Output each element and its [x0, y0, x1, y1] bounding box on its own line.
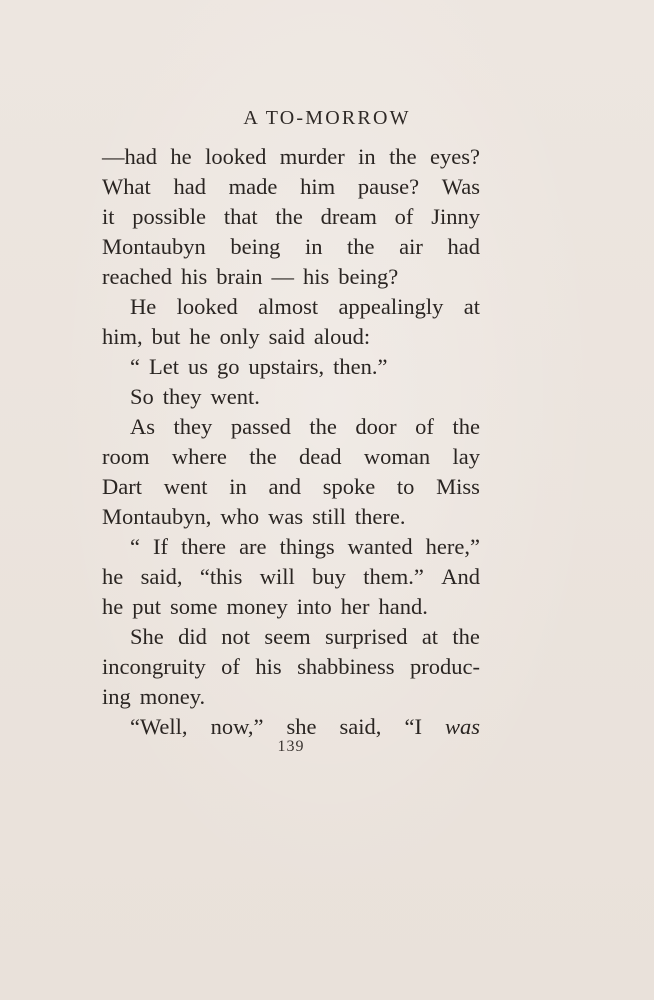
text-line — [102, 172, 480, 202]
text-word: he — [189, 324, 211, 349]
text-word: now,” — [210, 714, 264, 739]
text-word: Was — [441, 174, 480, 199]
text-word: appealingly — [338, 294, 444, 319]
text-word: are — [239, 534, 267, 559]
text-word: the — [249, 444, 277, 469]
text-word: not — [221, 624, 250, 649]
text-word: in — [304, 234, 323, 259]
text-word: his — [255, 654, 282, 679]
text-word: And — [441, 564, 480, 589]
text-word: and — [268, 474, 301, 499]
text-word: Miss — [436, 474, 480, 499]
text-word: where — [171, 444, 227, 469]
text-line — [102, 292, 480, 322]
text-line — [102, 322, 480, 352]
running-head: A TO-MORROW — [243, 107, 411, 129]
text-word: reached — [102, 264, 172, 289]
text-word: then.” — [333, 354, 388, 379]
text-word: dream — [320, 204, 377, 229]
text-word: still — [312, 504, 346, 529]
text-word: —had — [102, 144, 157, 169]
text-word: room — [102, 444, 150, 469]
text-word: She — [130, 624, 164, 649]
text-word: looked — [205, 144, 267, 169]
text-word: money. — [139, 684, 206, 709]
text-word: As — [130, 414, 156, 439]
text-word: he — [102, 564, 124, 589]
text-word: there — [181, 534, 227, 559]
text-word: him, — [102, 324, 143, 349]
text-word: at — [463, 294, 480, 319]
text-word: of — [394, 204, 414, 229]
text-word: the — [275, 204, 303, 229]
text-word: us — [187, 354, 208, 379]
text-word: produc- — [410, 654, 480, 679]
text-word: being — [230, 234, 281, 259]
text-word: being? — [338, 264, 399, 289]
text-word: but — [151, 324, 181, 349]
text-word: had — [447, 234, 480, 259]
text-word: almost — [258, 294, 319, 319]
text-word: made — [228, 174, 278, 199]
text-word: lay — [452, 444, 480, 469]
text-line — [102, 352, 480, 382]
text-word: they — [173, 414, 213, 439]
text-word: dead — [299, 444, 342, 469]
text-word: surprised — [324, 624, 408, 649]
text-word: in — [229, 474, 247, 499]
text-word: “ — [130, 534, 140, 559]
text-word: air — [399, 234, 423, 259]
text-word: the — [389, 144, 417, 169]
text-word: brain — [216, 264, 263, 289]
text-line — [102, 382, 480, 412]
text-word: of — [415, 414, 434, 439]
text-word: it — [102, 204, 115, 229]
text-word: he — [102, 594, 124, 619]
text-word: hand. — [378, 594, 428, 619]
text-word: “I — [404, 714, 422, 739]
text-word: who — [220, 504, 260, 529]
text-word: said, — [140, 564, 183, 589]
text-word: his — [302, 264, 330, 289]
text-line — [102, 652, 480, 682]
text-word: go — [217, 354, 240, 379]
text-word: was — [268, 504, 304, 529]
text-word: went. — [210, 384, 260, 409]
text-word: him — [300, 174, 336, 199]
text-word: murder — [279, 144, 345, 169]
text-word: had — [173, 174, 206, 199]
text-line — [102, 682, 480, 712]
page-number: 139 — [277, 738, 305, 755]
text-word: she — [286, 714, 317, 739]
text-word: said — [268, 324, 305, 349]
text-word: of — [221, 654, 240, 679]
text-word: at — [421, 624, 439, 649]
text-line — [102, 592, 480, 622]
text-word: to — [396, 474, 415, 499]
text-word: “this — [199, 564, 243, 589]
text-line — [102, 472, 480, 502]
text-word: ing — [102, 684, 131, 709]
text-word: them.” — [363, 564, 424, 589]
text-word: the — [452, 624, 480, 649]
text-word: Jinny — [431, 204, 480, 229]
text-word: buy — [312, 564, 346, 589]
text-word: passed — [230, 414, 291, 439]
text-word: door — [355, 414, 397, 439]
text-word: aloud: — [313, 324, 371, 349]
text-word: So — [130, 384, 154, 409]
text-word: Montaubyn — [102, 234, 206, 259]
text-word: went — [163, 474, 208, 499]
text-word: there. — [354, 504, 406, 529]
text-word: incongruity — [102, 654, 206, 679]
text-word: money — [226, 594, 288, 619]
text-word: they — [162, 384, 202, 409]
text-word: her — [340, 594, 370, 619]
text-line — [102, 262, 480, 292]
text-word: shabbiness — [297, 654, 395, 679]
text-word: spoke — [322, 474, 376, 499]
text-word: Dart — [102, 474, 142, 499]
text-word: will — [259, 564, 295, 589]
text-word: that — [223, 204, 258, 229]
text-word: Let — [149, 354, 179, 379]
text-word: in — [358, 144, 376, 169]
text-line — [102, 562, 480, 592]
text-word: pause? — [357, 174, 420, 199]
text-word: “ — [130, 354, 140, 379]
text-word: said, — [339, 714, 382, 739]
text-word: the — [452, 414, 480, 439]
text-word: upstairs, — [248, 354, 325, 379]
text-word: seem — [264, 624, 311, 649]
text-line — [102, 622, 480, 652]
text-word: into — [296, 594, 332, 619]
text-line — [102, 442, 480, 472]
text-line — [102, 202, 480, 232]
text-line — [102, 502, 480, 532]
text-word: woman — [363, 444, 431, 469]
text-word: he — [170, 144, 192, 169]
text-word: his — [180, 264, 208, 289]
text-word: eyes? — [430, 144, 480, 169]
text-word: Montaubyn, — [102, 504, 212, 529]
text-word: things — [279, 534, 335, 559]
text-word: looked — [176, 294, 238, 319]
text-word: “Well, — [130, 714, 188, 739]
text-line — [102, 232, 480, 262]
text-word: put — [132, 594, 162, 619]
text-word: was — [444, 714, 480, 739]
text-word: possible — [132, 204, 207, 229]
text-word: wanted — [347, 534, 413, 559]
text-word: What — [102, 174, 151, 199]
text-word: the — [347, 234, 375, 259]
text-word: did — [178, 624, 207, 649]
body-text — [102, 142, 480, 742]
text-word: only — [219, 324, 260, 349]
text-word: here,” — [425, 534, 480, 559]
text-word: some — [170, 594, 218, 619]
text-line — [102, 412, 480, 442]
text-word: If — [153, 534, 169, 559]
text-line — [102, 142, 480, 172]
text-word: He — [130, 294, 157, 319]
text-word: — — [271, 264, 294, 289]
text-line — [102, 532, 480, 562]
text-word: the — [309, 414, 337, 439]
